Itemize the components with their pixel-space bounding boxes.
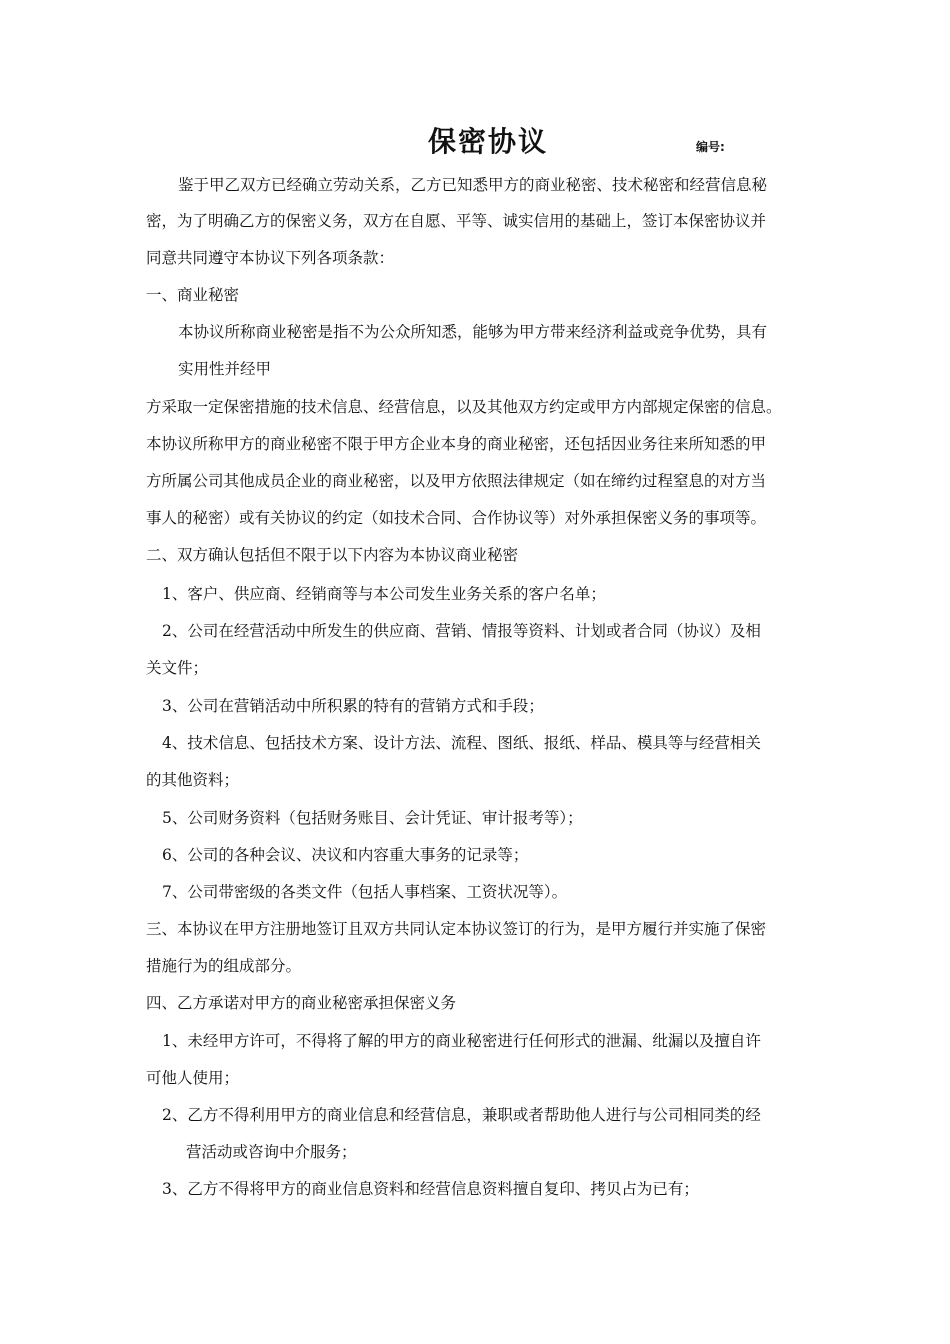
section-heading: 三、本协议在甲方注册地签订且双方共同认定本协议签订的行为，是甲方履行并实施了保密 [146, 920, 767, 938]
list-item: 2、公司在经营活动中所发生的供应商、营销、情报等资料、计划或者合同（协议）及相 [162, 622, 761, 640]
list-item: 7、公司带密级的各类文件（包括人事档案、工资状况等）。 [162, 883, 568, 901]
section-heading: 二、双方确认包括但不限于以下内容为本协议商业秘密 [146, 546, 519, 564]
list-item: 6、公司的各种会议、决议和内容重大事务的记录等； [162, 846, 529, 864]
list-item: 4、技术信息、包括技术方案、设计方法、流程、图纸、报纸、样品、模具等与经营相关 [162, 734, 761, 752]
text-line: 密，为了明确乙方的保密义务，双方在自愿、平等、诚实信用的基础上，签订本保密协议并 [146, 212, 767, 230]
section-heading: 四、乙方承诺对甲方的商业秘密承担保密义务 [146, 994, 457, 1012]
text-line: 可他人使用； [146, 1069, 240, 1087]
text-line: 本协议所称商业秘密是指不为公众所知悉，能够为甲方带来经济利益或竞争优势，具有 [178, 323, 768, 341]
text-line: 事人的秘密）或有关协议的约定（如技术合同、合作协议等）对外承担保密义务的事项等。 [146, 509, 767, 527]
list-item: 5、公司财务资料（包括财务账目、会计凭证、审计报考等）； [162, 809, 583, 827]
list-item: 3、公司在营销活动中所积累的特有的营销方式和手段； [162, 697, 544, 715]
text-line: 措施行为的组成部分。 [146, 957, 302, 975]
list-item: 1、未经甲方许可，不得将了解的甲方的商业秘密进行任何形式的泄漏、纰漏以及擅自许 [162, 1032, 761, 1050]
text-line: 方所属公司其他成员企业的商业秘密，以及甲方依照法律规定（如在缔约过程窒息的对方当 [146, 472, 767, 490]
text-line: 本协议所称甲方的商业秘密不限于甲方企业本身的商业秘密，还包括因业务往来所知悉的甲 [146, 435, 767, 453]
list-item: 2、乙方不得利用甲方的商业信息和经营信息，兼职或者帮助他人进行与公司相同类的经 [162, 1106, 761, 1124]
text-line: 关文件； [146, 659, 209, 677]
list-item: 3、乙方不得将甲方的商业信息资料和经营信息资料擅自复印、拷贝占为已有； [162, 1180, 699, 1198]
text-line: 营活动或咨询中介服务； [186, 1143, 357, 1161]
list-item: 1、客户、供应商、经销商等与本公司发生业务关系的客户名单； [162, 585, 606, 603]
text-line: 的其他资料； [146, 771, 240, 789]
text-line: 实用性并经甲 [178, 360, 272, 378]
text-line: 鉴于甲乙双方已经确立劳动关系，乙方已知悉甲方的商业秘密、技术秘密和经营信息秘 [178, 176, 768, 194]
text-line: 方采取一定保密措施的技术信息、经营信息，以及其他双方约定或甲方内部规定保密的信息。 [146, 398, 782, 416]
document-title: 保密协议 [428, 125, 549, 158]
text-line: 同意共同遵守本协议下列各项条款： [146, 249, 395, 267]
serial-number-label: 编号: [696, 140, 725, 154]
section-heading: 一、商业秘密 [146, 286, 240, 304]
